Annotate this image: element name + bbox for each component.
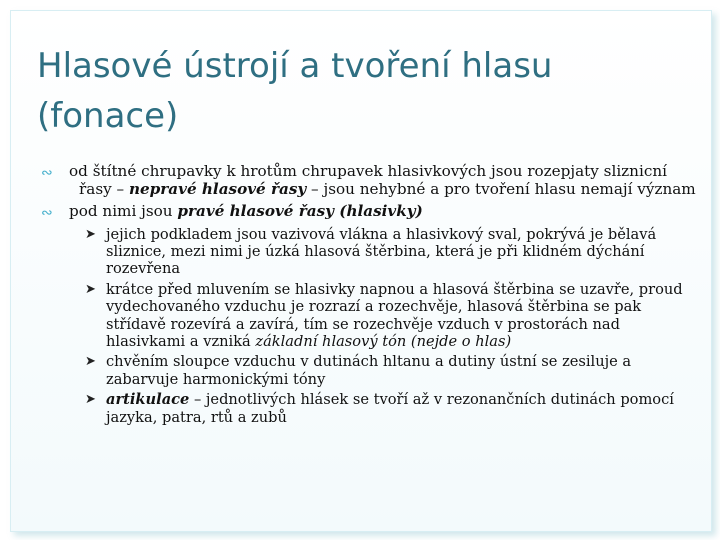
subbullet-item [37, 226, 702, 278]
emphasis-text: pravé hlasové řasy (hlasivky) [177, 202, 423, 220]
bullet-item [37, 203, 702, 221]
curl-bullet-icon: ∾ [41, 205, 53, 221]
arrow-bullet-icon: ➤ [85, 354, 96, 370]
subbullet-text: jejich podkladem jsou vazivová vlákna a hlasivkový sval, pokrývá je bělavá sliznice, mezi nimi je úzká hlasová štěrbina, která je při klidném dýchání rozevřena [106, 225, 657, 278]
arrow-bullet-icon: ➤ [85, 392, 96, 408]
subbullet-text: chvěním sloupce vzduchu v dutinách hltanu a dutiny ústní se zesiluje a zabarvuje harmonickými tóny [106, 353, 632, 388]
slide-title [37, 41, 697, 141]
title-line-1: Hlasové ústrojí a tvoření hlasu [37, 46, 553, 86]
subbullet-text: artikulace – jednotlivých hlásek se tvoří až v rezonančních dutinách pomocí jazyka, patra, rtů a zubů [106, 391, 674, 426]
subbullet-item [37, 353, 702, 388]
bullet-text: pod nimi jsou pravé hlasové řasy (hlasivky) [69, 202, 423, 220]
subbullet-text: krátce před mluvením se hlasivky napnou a hlasová štěrbina se uzavře, proud vydechovaného vzduchu je rozrazí a rozechvěje, hlasová štěrbina se pak střídavě rozevírá a zavírá, tím se rozechvěje vzduch v prostorách nad hlasivkami a vzniká základní hlasový tón (nejde o hlas) [106, 280, 683, 350]
arrow-bullet-icon: ➤ [85, 281, 96, 297]
subbullet-item [37, 281, 702, 351]
emphasis-text: artikulace [106, 391, 190, 409]
bullet-item [37, 163, 702, 198]
slide [10, 10, 712, 532]
bullet-text: od štítné chrupavky k hrotům chrupavek hlasivkových jsou rozepjaty sliznicní řasy – nepravé hlasové řasy – jsou nehybné a pro tvoření hlasu nemají význam [69, 162, 696, 198]
arrow-bullet-icon: ➤ [85, 226, 96, 242]
subbullet-item [37, 391, 702, 426]
slide-body [37, 163, 702, 429]
emphasis-text: nepravé hlasové řasy [128, 179, 307, 198]
title-line-2: (fonace) [37, 96, 179, 136]
italic-text: základní hlasový tón (nejde o hlas) [255, 332, 512, 350]
curl-bullet-icon: ∾ [41, 165, 53, 181]
